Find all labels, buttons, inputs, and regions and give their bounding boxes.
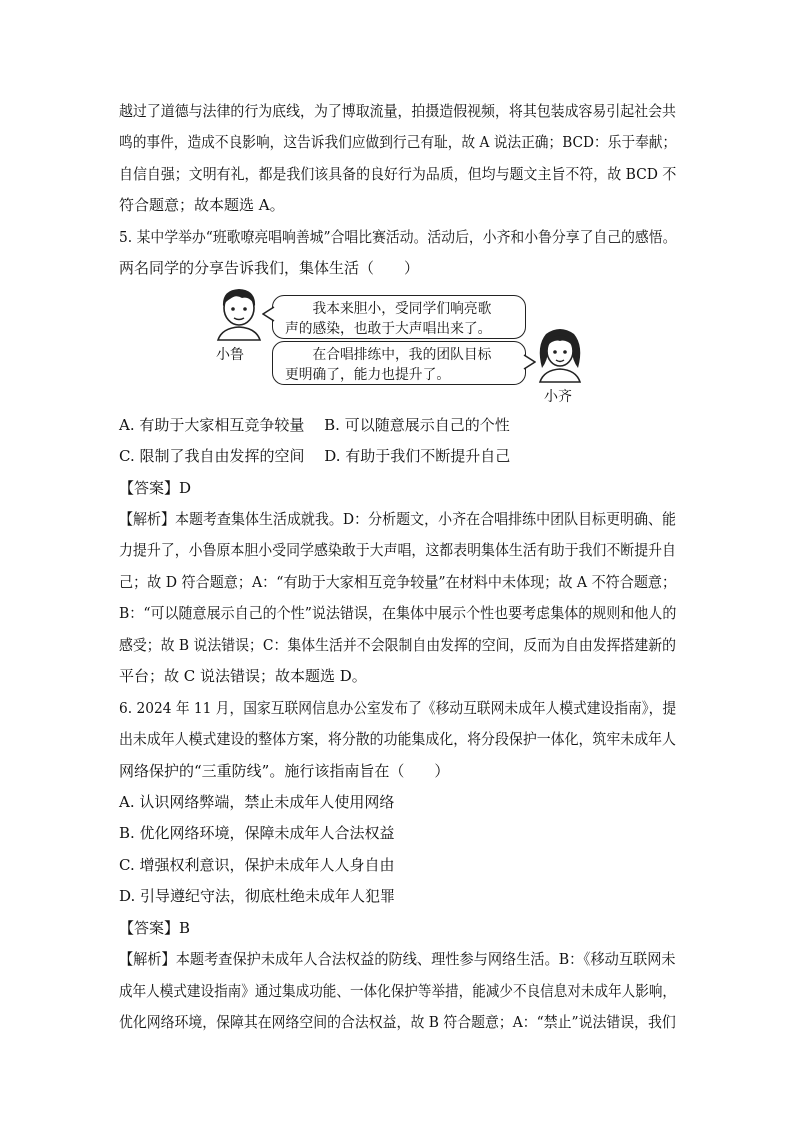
answer-label: 【答案】B bbox=[119, 919, 191, 937]
question-5-options: C. 限制了我自由发挥的空间 D. 有助于我们不断提升自己 bbox=[119, 447, 511, 465]
boy-name: 小鲁 bbox=[216, 347, 244, 363]
bubble-line: 更明确了，能力也提升了。 bbox=[285, 367, 451, 383]
question-6-stem: 6. 2024 年 11 月，国家互联网信息办公室发布了《移动互联网未成年人模式建设指南》，提 bbox=[119, 699, 677, 717]
analysis-line: 成年人模式建设指南》通过集成功能、一体化保护等举措，能减少不良信息对未成年人影响， bbox=[119, 982, 677, 1000]
speech-bubble-xiaoqi bbox=[272, 341, 526, 385]
analysis-line: 【解析】本题考查保护未成年人合法权益的防线、理性参与网络生活。B：《移动互联网未 bbox=[119, 950, 676, 968]
girl-illustration bbox=[532, 324, 588, 384]
question-6-stem: 网络保护的“三重防线”。施行该指南旨在（ ） bbox=[119, 762, 450, 780]
girl-name: 小齐 bbox=[544, 389, 572, 405]
question-6-option: D. 引导遵纪守法，彻底杜绝未成年人犯罪 bbox=[119, 887, 396, 905]
question-5-options: A. 有助于大家相互竞争较量 B. 可以随意展示自己的个性 bbox=[119, 416, 510, 434]
analysis-line: 感受；故 B 说法错误；C：集体生活并不会限制自由发挥的空间，反而为自由发挥搭建新的 bbox=[119, 636, 677, 654]
text-line: 越过了道德与法律的行为底线，为了博取流量，拍摄造假视频，将其包装成容易引起社会共 bbox=[119, 102, 676, 120]
analysis-line: 己；故 D 符合题意；A：“有助于大家相互竞争较量”在材料中未体现；故 A 不符合题意； bbox=[119, 573, 677, 591]
speech-bubble-xiaolu bbox=[272, 295, 526, 339]
answer-label: 【答案】D bbox=[119, 479, 192, 497]
bubble-line: 在合唱排练中，我的团队目标 bbox=[312, 347, 492, 363]
bubble-pointer bbox=[262, 306, 276, 322]
question-6-option: C. 增强权利意识，保护未成年人人身自由 bbox=[119, 856, 395, 874]
text-line: 鸣的事件，造成不良影响，这告诉我们应做到行己有耻，故 A 说法正确；BCD：乐于奉献； bbox=[119, 133, 677, 151]
analysis-line: 优化网络环境，保障其在网络空间的合法权益，故 B 符合题意；A：“禁止”说法错误，我们 bbox=[119, 1013, 676, 1031]
text-line: 符合题意；故本题选 A。 bbox=[119, 196, 285, 214]
analysis-line: 平台；故 C 说法错误；故本题选 D。 bbox=[119, 667, 367, 685]
text-line: 自信自强；文明有礼，都是我们该具备的良好行为品质，但均与题文主旨不符，故 BCD 不 bbox=[119, 165, 677, 183]
bubble-line: 我本来胆小，受同学们响亮歌 bbox=[312, 301, 492, 317]
question-6-stem: 出未成年人模式建设的整体方案，将分散的功能集成化，将分段保护一体化，筑牢未成年人 bbox=[119, 730, 676, 748]
question-6-option: A. 认识网络弊端，禁止未成年人使用网络 bbox=[119, 793, 395, 811]
boy-illustration bbox=[212, 284, 266, 342]
analysis-line: 【解析】本题考查集体生活成就我。D：分析题文，小齐在合唱排练中团队目标更明确、能 bbox=[119, 510, 677, 528]
bubble-line: 声的感染，也敢于大声唱出来了。 bbox=[285, 321, 492, 337]
question-5-stem: 5. 某中学举办“班歌嘹亮唱响善城”合唱比赛活动。活动后，小齐和小鲁分享了自己的感悟。 bbox=[119, 228, 677, 246]
question-6-option: B. 优化网络环境，保障未成年人合法权益 bbox=[119, 824, 395, 842]
analysis-line: B：“可以随意展示自己的个性”说法错误，在集体中展示个性也要考虑集体的规则和他人的 bbox=[119, 604, 677, 622]
question-5-stem: 两名同学的分享告诉我们，集体生活（ ） bbox=[119, 259, 420, 277]
analysis-line: 力提升了，小鲁原本胆小受同学感染敢于大声唱，这都表明集体生活有助于我们不断提升自 bbox=[119, 541, 676, 559]
